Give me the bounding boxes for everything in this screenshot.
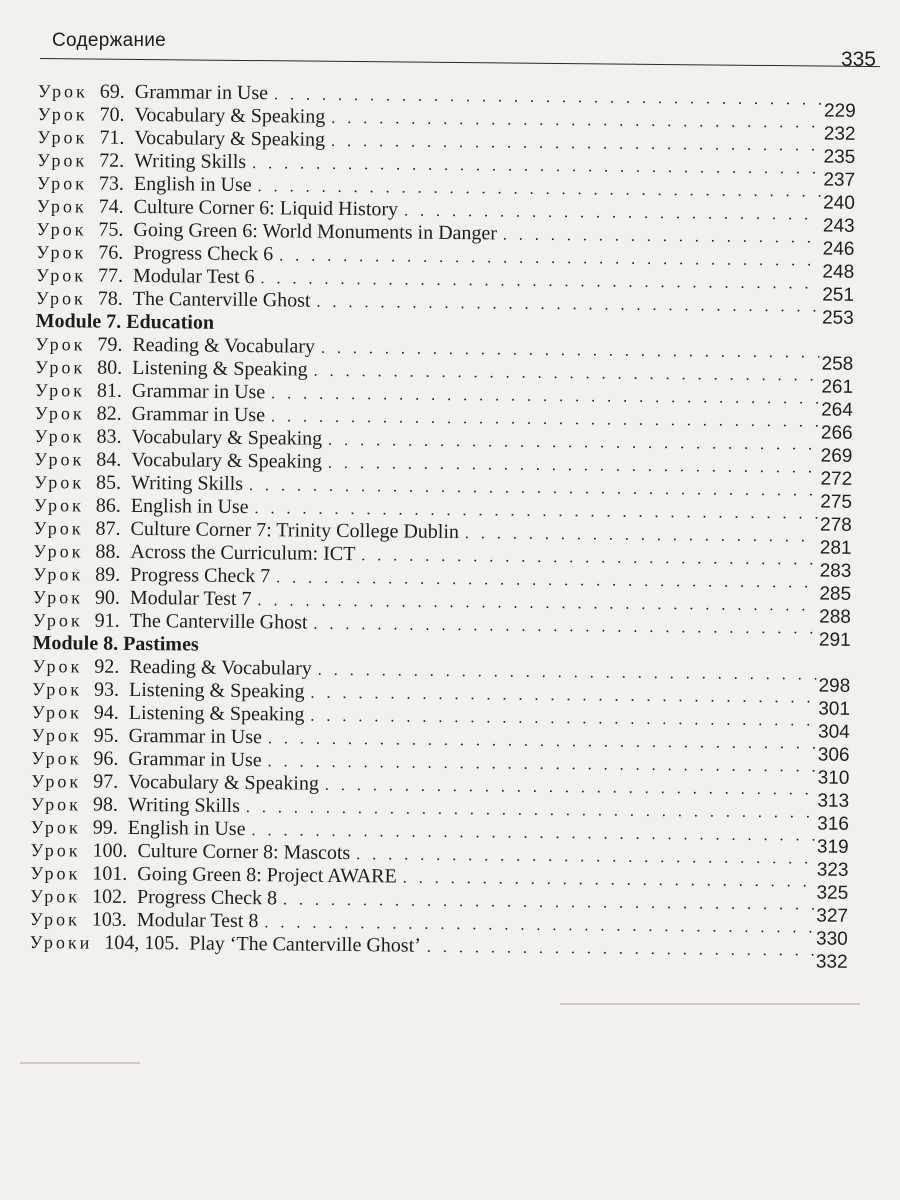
lesson-title: Going Green 6: World Monuments in Danger bbox=[133, 218, 498, 245]
lesson-number: 97. bbox=[93, 770, 119, 793]
lesson-label: Урок bbox=[30, 793, 82, 815]
lesson-title: Reading & Vocabulary bbox=[129, 655, 312, 680]
lesson-page: 266 bbox=[819, 422, 853, 445]
lesson-number: 103. bbox=[91, 908, 127, 931]
lesson-page: 237 bbox=[821, 169, 855, 192]
lesson-label: Урок bbox=[31, 724, 82, 746]
lesson-page: 285 bbox=[817, 583, 851, 606]
lesson-page: 261 bbox=[819, 376, 853, 399]
lesson-title: Modular Test 6 bbox=[132, 264, 255, 289]
lesson-number: 95. bbox=[93, 724, 119, 747]
running-head: Содержание bbox=[52, 30, 167, 51]
lesson-number: 76. bbox=[98, 241, 124, 264]
module-8-lessons bbox=[29, 655, 851, 973]
lesson-page: 310 bbox=[816, 766, 850, 789]
lesson-page: 246 bbox=[821, 238, 855, 261]
lesson-title: Culture Corner 6: Liquid History bbox=[133, 195, 399, 221]
lesson-title: Reading & Vocabulary bbox=[132, 333, 316, 358]
lesson-title: English in Use bbox=[133, 172, 252, 197]
lesson-label: Урок bbox=[30, 816, 81, 838]
lesson-label: Урок bbox=[32, 678, 83, 700]
lesson-number: 100. bbox=[92, 839, 128, 862]
lesson-page: 316 bbox=[815, 812, 849, 835]
lesson-page: 304 bbox=[816, 720, 850, 743]
lesson-label: Урок bbox=[32, 609, 83, 631]
lesson-number: 98. bbox=[92, 793, 119, 816]
lesson-page: 243 bbox=[821, 215, 855, 238]
lesson-title: English in Use bbox=[130, 494, 249, 519]
lesson-label: Урок bbox=[33, 563, 84, 585]
lesson-number: 104, 105. bbox=[104, 931, 180, 955]
lesson-title: The Canterville Ghost bbox=[129, 609, 308, 634]
bleed-through-mark bbox=[560, 1003, 860, 1005]
header-rule bbox=[40, 58, 880, 67]
lesson-page: 283 bbox=[818, 560, 852, 583]
lesson-number: 101. bbox=[92, 862, 128, 885]
lesson-number: 88. bbox=[95, 540, 121, 563]
lesson-number: 92. bbox=[94, 655, 120, 678]
lesson-label: Урок bbox=[37, 103, 88, 125]
lesson-title: Culture Corner 8: Mascots bbox=[137, 839, 351, 865]
lesson-label: Урок bbox=[32, 655, 83, 677]
lesson-label: Урок bbox=[31, 747, 82, 769]
lesson-page: 269 bbox=[819, 445, 853, 468]
lesson-label: Урок bbox=[31, 770, 82, 792]
lesson-page: 301 bbox=[816, 698, 850, 721]
lesson-label: Уроки bbox=[29, 931, 93, 953]
lesson-title: Vocabulary & Speaking bbox=[131, 448, 323, 473]
lesson-title: Progress Check 7 bbox=[130, 563, 271, 588]
lesson-label: Урок bbox=[33, 517, 84, 539]
lesson-title: Writing Skills bbox=[134, 149, 247, 174]
lesson-title: Grammar in Use bbox=[128, 724, 263, 749]
lesson-label: Урок bbox=[36, 195, 87, 217]
lesson-label: Урок bbox=[37, 80, 88, 102]
lesson-number: 71. bbox=[99, 126, 125, 149]
page-number: 335 bbox=[840, 48, 876, 71]
lesson-title: Grammar in Use bbox=[128, 747, 262, 772]
lesson-number: 70. bbox=[99, 103, 125, 126]
lesson-label: Урок bbox=[37, 149, 88, 171]
lesson-number: 102. bbox=[91, 885, 128, 908]
lesson-label: Урок bbox=[36, 218, 87, 240]
lesson-page: 248 bbox=[820, 261, 854, 284]
lesson-label: Урок bbox=[37, 126, 88, 148]
lesson-title: Play ‘The Canterville Ghost’ bbox=[189, 932, 421, 957]
lesson-title: Modular Test 8 bbox=[136, 908, 259, 933]
lesson-page: 332 bbox=[814, 950, 848, 973]
lesson-number: 78. bbox=[97, 287, 123, 310]
lesson-number: 90. bbox=[94, 586, 121, 609]
lesson-number: 93. bbox=[93, 678, 120, 701]
lesson-page: 240 bbox=[821, 192, 855, 215]
module-7-heading: Module 7. Education bbox=[35, 309, 215, 334]
lesson-page: 272 bbox=[818, 468, 852, 491]
lesson-number: 80. bbox=[97, 356, 123, 379]
module-8-heading: Module 8. Pastimes bbox=[32, 631, 199, 656]
lesson-page: 325 bbox=[814, 881, 848, 904]
lesson-label: Урок bbox=[33, 540, 84, 562]
lesson-title: Culture Corner 7: Trinity College Dublin bbox=[130, 517, 460, 544]
lesson-label: Урок bbox=[35, 287, 86, 309]
lesson-number: 94. bbox=[93, 701, 119, 724]
lesson-label: Урок bbox=[36, 241, 87, 263]
lesson-label: Урок bbox=[34, 379, 86, 401]
lesson-title: Vocabulary & Speaking bbox=[128, 770, 319, 795]
lesson-label: Урок bbox=[33, 494, 84, 516]
lesson-title: Listening & Speaking bbox=[128, 701, 305, 726]
lesson-number: 99. bbox=[92, 816, 118, 839]
lesson-title: Vocabulary & Speaking bbox=[134, 126, 326, 151]
lesson-label: Урок bbox=[34, 425, 85, 447]
lesson-label: Урок bbox=[30, 885, 81, 907]
lesson-label: Урок bbox=[35, 356, 86, 378]
lesson-label: Урок bbox=[34, 471, 85, 493]
lesson-page: 319 bbox=[815, 835, 849, 858]
dot-leader bbox=[427, 936, 842, 963]
lesson-title: Writing Skills bbox=[130, 471, 244, 495]
lesson-number: 79. bbox=[97, 333, 123, 356]
lesson-label: Урок bbox=[29, 908, 80, 930]
lesson-label: Урок bbox=[34, 402, 85, 424]
lesson-title: Modular Test 7 bbox=[129, 586, 252, 611]
lesson-number: 77. bbox=[97, 264, 124, 287]
lesson-number: 84. bbox=[96, 448, 122, 471]
lesson-title: Writing Skills bbox=[127, 793, 241, 817]
lesson-title: Listening & Speaking bbox=[132, 356, 308, 381]
lesson-title: Progress Check 8 bbox=[136, 885, 278, 910]
lesson-number: 87. bbox=[95, 517, 121, 540]
lesson-page: 264 bbox=[819, 399, 853, 422]
lesson-page: 298 bbox=[816, 675, 850, 698]
lesson-title: Grammar in Use bbox=[131, 379, 266, 404]
lesson-number: 96. bbox=[93, 747, 119, 770]
lesson-title: Listening & Speaking bbox=[128, 678, 305, 703]
lesson-page: 251 bbox=[820, 284, 854, 307]
lesson-page: 232 bbox=[822, 123, 856, 146]
lesson-title: Vocabulary & Speaking bbox=[131, 425, 323, 450]
lesson-number: 91. bbox=[94, 609, 120, 632]
lesson-page: 327 bbox=[814, 904, 848, 927]
lesson-label: Урок bbox=[30, 839, 81, 861]
lesson-label: Урок bbox=[35, 333, 86, 355]
lesson-page: 323 bbox=[815, 858, 849, 881]
lesson-number: 72. bbox=[99, 149, 125, 172]
lesson-title: Progress Check 6 bbox=[133, 241, 274, 266]
lesson-label: Урок bbox=[30, 862, 81, 884]
lesson-number: 83. bbox=[96, 425, 122, 448]
lesson-number: 69. bbox=[99, 80, 125, 103]
lesson-title: English in Use bbox=[127, 816, 246, 841]
bleed-through-mark bbox=[20, 1062, 140, 1064]
lesson-page: 275 bbox=[818, 491, 852, 514]
lesson-page: 281 bbox=[818, 537, 852, 560]
lesson-number: 85. bbox=[95, 471, 122, 494]
lesson-number: 81. bbox=[96, 379, 123, 402]
lesson-title: Across the Curriculum: ICT bbox=[130, 540, 356, 566]
lesson-page: 253 bbox=[820, 307, 854, 330]
lesson-page: 235 bbox=[821, 146, 855, 169]
table-of-contents bbox=[29, 80, 856, 973]
lesson-page: 330 bbox=[814, 927, 848, 950]
lesson-page: 313 bbox=[815, 789, 849, 812]
lesson-label: Урок bbox=[34, 448, 85, 470]
lesson-title: Going Green 8: Project AWARE bbox=[137, 862, 397, 888]
lesson-title: Grammar in Use bbox=[131, 402, 266, 427]
lesson-number: 73. bbox=[98, 172, 125, 195]
lesson-number: 89. bbox=[95, 563, 121, 586]
lesson-number: 82. bbox=[96, 402, 122, 425]
lesson-title: Grammar in Use bbox=[134, 80, 269, 105]
lesson-title: Vocabulary & Speaking bbox=[134, 103, 326, 128]
lesson-label: Урок bbox=[32, 586, 84, 608]
lesson-label: Урок bbox=[36, 172, 88, 194]
lesson-number: 74. bbox=[98, 195, 124, 218]
lesson-label: Урок bbox=[36, 264, 87, 286]
lesson-page: 291 bbox=[817, 629, 851, 652]
lesson-page: 288 bbox=[817, 606, 851, 629]
lesson-page: 278 bbox=[818, 514, 852, 537]
lesson-label: Урок bbox=[31, 701, 82, 723]
lesson-page: 229 bbox=[822, 100, 856, 123]
lesson-page: 306 bbox=[816, 743, 850, 766]
lesson-page: 258 bbox=[819, 353, 853, 376]
lesson-number: 75. bbox=[98, 218, 124, 241]
lesson-number: 86. bbox=[95, 494, 121, 517]
lesson-title: The Canterville Ghost bbox=[132, 287, 311, 312]
